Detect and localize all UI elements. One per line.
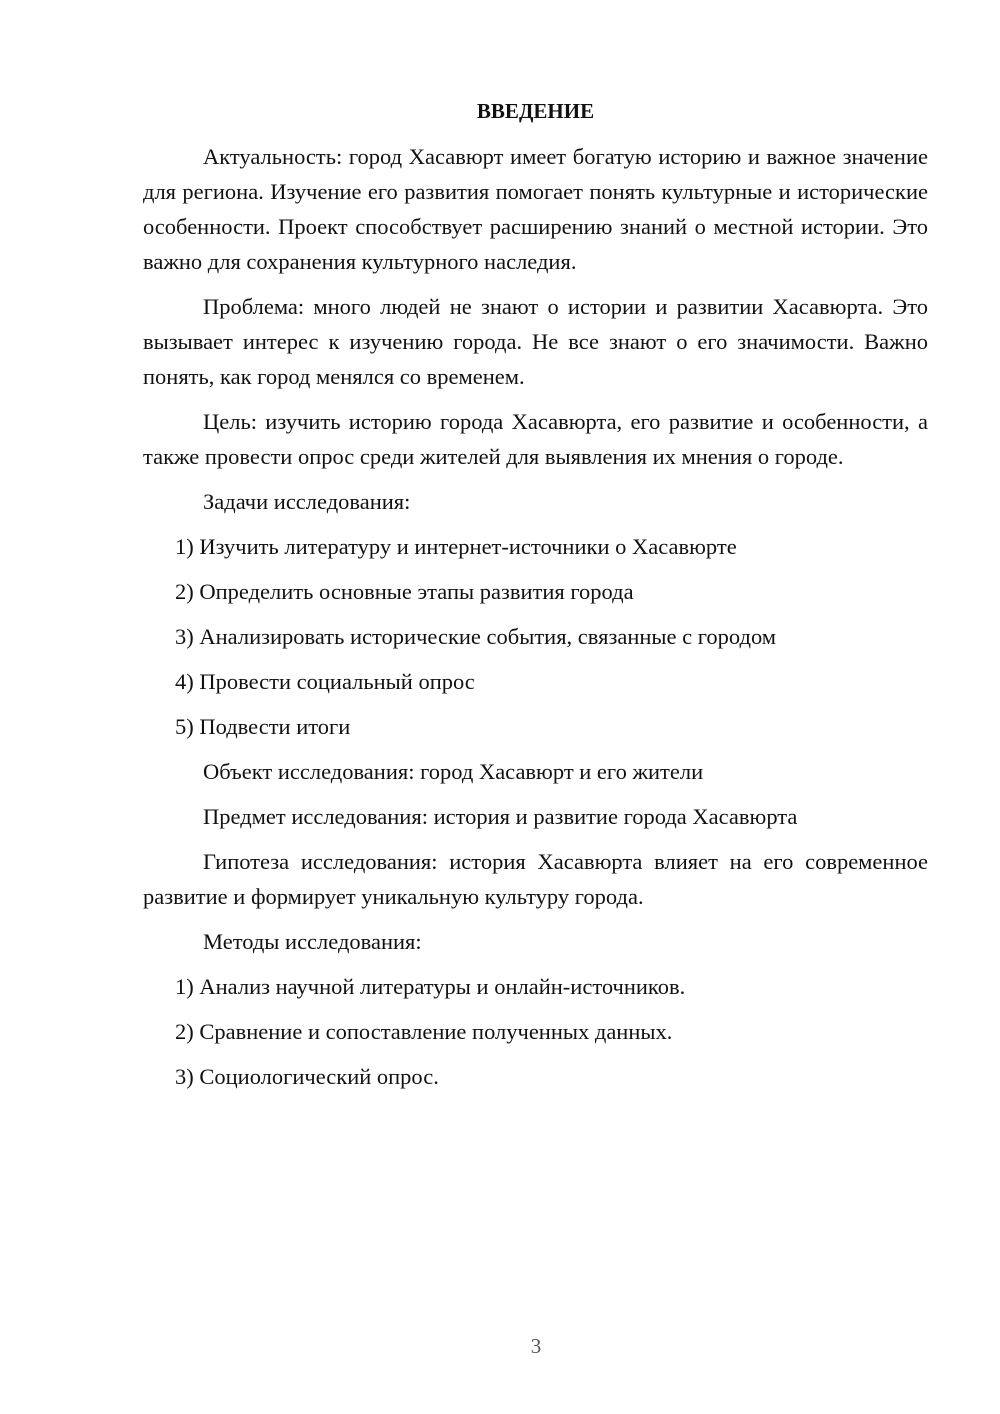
- list-item: 2) Сравнение и сопоставление полученных данных.: [175, 1019, 673, 1044]
- list-item: 1) Анализ научной литературы и онлайн-источников.: [175, 974, 686, 999]
- object-line: Объект исследования: город Хасавюрт и его жители: [203, 759, 704, 784]
- tasks-list: [143, 529, 928, 744]
- list-item: 3) Социологический опрос.: [175, 1064, 439, 1089]
- problem-paragraph: Проблема: много людей не знают о истории и развитии Хасавюрта. Это вызывает интерес к изучению города. Не все знают о его значимости. Важно понять, как город менялся со временем.: [143, 294, 928, 389]
- tasks-heading: Задачи исследования:: [203, 489, 411, 514]
- page-number: 3: [530, 1334, 542, 1358]
- list-item: 5) Подвести итоги: [175, 714, 351, 739]
- section-title: ВВЕДЕНИЕ: [476, 99, 595, 123]
- methods-heading: Методы исследования:: [203, 929, 422, 954]
- document-page: [143, 96, 928, 1104]
- subject-line: Предмет исследования: история и развитие города Хасавюрта: [203, 804, 798, 829]
- list-item: 1) Изучить литературу и интернет-источники о Хасавюрте: [175, 534, 737, 559]
- goal-paragraph: Цель: изучить историю города Хасавюрта, его развитие и особенности, а также провести опрос среди жителей для выявления их мнения о городе.: [143, 409, 928, 469]
- hypothesis-paragraph: Гипотеза исследования: история Хасавюрта влияет на его современное развитие и формирует уникальную культуру города.: [143, 849, 928, 909]
- list-item: 2) Определить основные этапы развития города: [175, 579, 634, 604]
- methods-list: [143, 969, 928, 1094]
- list-item: 3) Анализировать исторические события, связанные с городом: [175, 624, 777, 649]
- list-item: 4) Провести социальный опрос: [175, 669, 475, 694]
- relevance-paragraph: Актуальность: город Хасавюрт имеет богатую историю и важное значение для региона. Изучение его развития помогает понять культурные и исторические особенности. Проект способствует расширению знаний о местной истории. Это важно для сохранения культурного наследия.: [143, 144, 928, 274]
